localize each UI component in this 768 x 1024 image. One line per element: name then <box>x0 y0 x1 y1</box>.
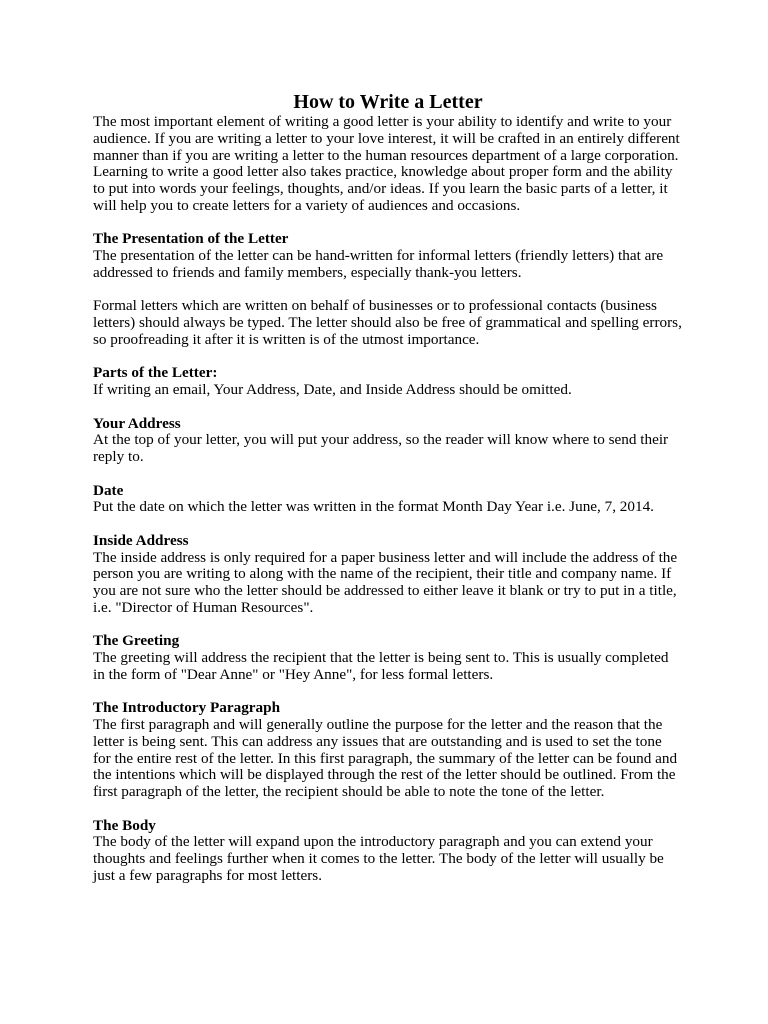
section-date <box>93 483 683 517</box>
document-page <box>93 0 683 885</box>
page-title: How to Write a Letter <box>293 91 483 113</box>
section-body-body: The body of the letter will expand upon the introductory paragraph and you can extend your thoughts and feelings further when it comes to the letter. The body of the letter will usually be just a few paragraphs for most letters. <box>93 833 664 885</box>
section-heading-body: The Body <box>93 816 156 834</box>
section-introductory-paragraph <box>93 700 683 801</box>
section-body-parts: If writing an email, Your Address, Date, and Inside Address should be omitted. <box>93 381 572 399</box>
section-heading-presentation: The Presentation of the Letter <box>93 230 289 248</box>
section-body-date: Put the date on which the letter was written in the format Month Day Year i.e. June, 7, 2014. <box>93 498 654 516</box>
section-heading-inside-address: Inside Address <box>93 531 189 549</box>
section-body <box>93 818 683 885</box>
section-heading-date: Date <box>93 481 124 499</box>
section-inside-address <box>93 533 683 617</box>
section-body-introductory-paragraph: The first paragraph and will generally outline the purpose for the letter and the reason that the letter is being sent. This can address any issues that are outstanding and is used to set the tone for the entire rest of the letter. In this first paragraph, the summary of the letter can be found and the intentions which will be displayed through the rest of the letter should be outlined. From the first paragraph of the letter, the recipient should be able to note the tone of the letter. <box>93 716 678 801</box>
section-heading-parts: Parts of the Letter: <box>93 364 218 382</box>
section-heading-your-address: Your Address <box>93 414 181 432</box>
section-heading-greeting: The Greeting <box>93 632 180 650</box>
section-parts <box>93 365 683 399</box>
section-body-presentation: The presentation of the letter can be hand-written for informal letters (friendly letters) that are addressed to friends and family members, especially thank-you letters. <box>93 247 664 281</box>
section-greeting <box>93 633 683 683</box>
section-body-your-address: At the top of your letter, you will put your address, so the reader will know where to send their reply to. <box>93 431 669 466</box>
section-your-address <box>93 416 683 466</box>
section-body-presentation-formal: Formal letters which are written on behalf of businesses or to professional contacts (business letters) should always be typed. The letter should also be free of grammatical and spelling errors, so proofreading it after it is written is of the utmost importance. <box>93 297 682 348</box>
section-presentation <box>93 231 683 348</box>
section-heading-introductory-paragraph: The Introductory Paragraph <box>93 699 281 717</box>
section-body-greeting: The greeting will address the recipient that the letter is being sent to. This is usually completed in the form of "Dear Anne" or "Hey Anne", for less formal letters. <box>93 649 669 683</box>
intro-paragraph: The most important element of writing a good letter is your ability to identify and write to your audience. If you are writing a letter to your love interest, it will be crafted in an entirely different manner than if you are writing a letter to the human resources department of a large corporation. Learning to write a good letter also takes practice, knowledge about proper form and the ability to put into words your feelings, thoughts, and/or ideas. If you learn the basic parts of a letter, it will help you to create letters for a variety of audiences and occasions. <box>93 113 680 214</box>
section-body-inside-address: The inside address is only required for a paper business letter and will include the address of the person you are writing to along with the name of the recipient, their title and company name. If you are not sure who the letter should be addressed to either leave it blank or try to put in a title, i.e. "Director of Human Resources". <box>93 548 678 616</box>
